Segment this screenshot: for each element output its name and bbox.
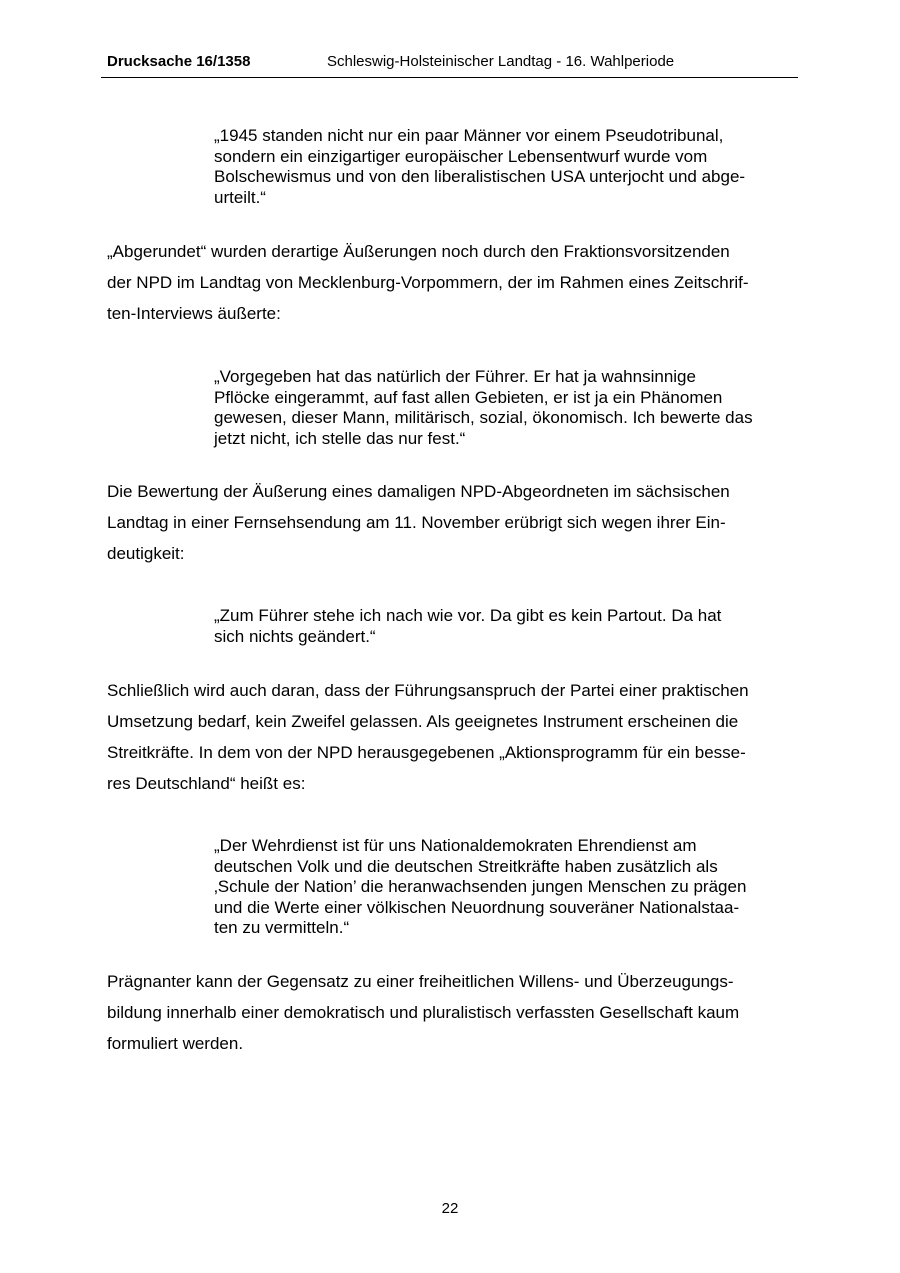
document-number: Drucksache 16/1358 bbox=[107, 53, 251, 70]
paragraph-line: Landtag in einer Fernsehsendung am 11. November erübrigt sich wegen ihrer Ein- bbox=[107, 513, 726, 532]
page-number: 22 bbox=[441, 1200, 459, 1217]
paragraph-line: der NPD im Landtag von Mecklenburg-Vorpommern, der im Rahmen eines Zeitschrif- bbox=[107, 273, 749, 292]
quote-block-4 bbox=[214, 836, 794, 939]
paragraph-4 bbox=[107, 966, 797, 1059]
paragraph-line: Umsetzung bedarf, kein Zweifel gelassen. Als geeignetes Instrument erscheinen die bbox=[107, 712, 739, 731]
paragraph-line: Die Bewertung der Äußerung eines damaligen NPD-Abgeordneten im sächsischen bbox=[107, 482, 730, 501]
paragraph-line: Prägnanter kann der Gegensatz zu einer freiheitlichen Willens- und Überzeugungs- bbox=[107, 972, 734, 991]
paragraph-1 bbox=[107, 236, 797, 329]
quote-block-3 bbox=[214, 606, 794, 647]
paragraph-line: „Abgerundet“ wurden derartige Äußerungen noch durch den Fraktionsvorsitzenden bbox=[107, 242, 730, 261]
quote-line: sich nichts geändert.“ bbox=[214, 626, 376, 646]
quote-line: „Vorgegeben hat das natürlich der Führer. Er hat ja wahnsinnige bbox=[214, 367, 696, 386]
paragraph-line: res Deutschland“ heißt es: bbox=[107, 774, 306, 793]
quote-line: sondern ein einzigartiger europäischer Lebensentwurf wurde vom bbox=[214, 146, 708, 166]
paragraph-line: Schließlich wird auch daran, dass der Führungsanspruch der Partei einer praktischen bbox=[107, 681, 749, 700]
quote-block-1 bbox=[214, 126, 794, 208]
quote-line: „Zum Führer stehe ich nach wie vor. Da gibt es kein Partout. Da hat bbox=[214, 606, 722, 625]
paragraph-2 bbox=[107, 476, 797, 569]
paragraph-line: bildung innerhalb einer demokratisch und pluralistisch verfassten Gesellschaft kaum bbox=[107, 1003, 740, 1022]
quote-line: Pflöcke eingerammt, auf fast allen Gebieten, er ist ja ein Phänomen bbox=[214, 387, 723, 407]
quote-line: „Der Wehrdienst ist für uns Nationaldemokraten Ehrendienst am bbox=[214, 836, 697, 855]
quote-line: ‚Schule der Nation’ die heranwachsenden jungen Menschen zu prägen bbox=[214, 877, 747, 896]
quote-line: und die Werte einer völkischen Neuordnung souveräner Nationalstaa- bbox=[214, 897, 740, 917]
paragraph-line: deutigkeit: bbox=[107, 544, 185, 563]
quote-line: jetzt nicht, ich stelle das nur fest.“ bbox=[214, 428, 466, 448]
page-header bbox=[101, 51, 798, 78]
quote-line: ten zu vermitteln.“ bbox=[214, 918, 350, 937]
header-title: Schleswig-Holsteinischer Landtag - 16. Wahlperiode bbox=[327, 53, 675, 70]
quote-line: „1945 standen nicht nur ein paar Männer vor einem Pseudotribunal, bbox=[214, 126, 724, 145]
quote-line: gewesen, dieser Mann, militärisch, sozial, ökonomisch. Ich bewerte das bbox=[214, 408, 753, 427]
paragraph-line: formuliert werden. bbox=[107, 1034, 244, 1053]
paragraph-line: Streitkräfte. In dem von der NPD herausgegebenen „Aktionsprogramm für ein besse- bbox=[107, 743, 746, 762]
quote-block-2 bbox=[214, 367, 794, 449]
quote-line: deutschen Volk und die deutschen Streitkräfte haben zusätzlich als bbox=[214, 856, 718, 876]
quote-line: Bolschewismus und von den liberalistischen USA unterjocht und abge- bbox=[214, 167, 746, 186]
paragraph-line: ten-Interviews äußerte: bbox=[107, 304, 281, 323]
paragraph-3 bbox=[107, 675, 797, 799]
quote-line: urteilt.“ bbox=[214, 187, 266, 207]
